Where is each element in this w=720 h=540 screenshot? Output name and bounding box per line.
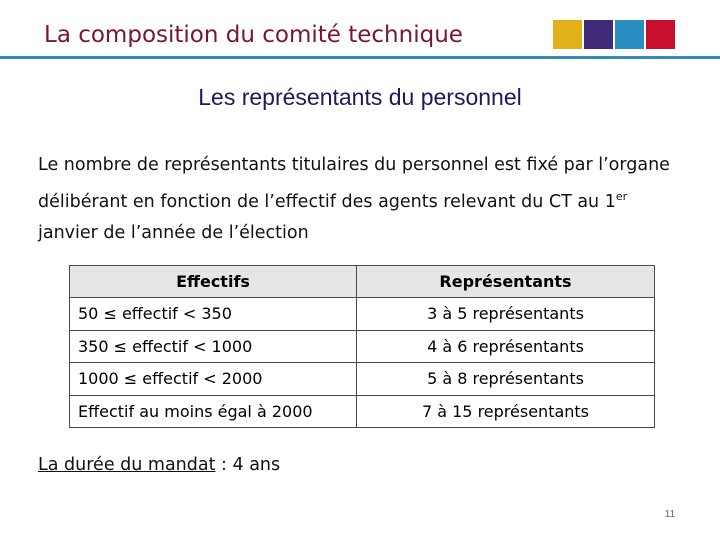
mandate-separator: : <box>215 455 233 475</box>
row-effectif: Effectif au moins égal à 2000 <box>70 395 357 428</box>
header-divider <box>0 56 720 59</box>
paragraph-superscript: er <box>615 190 628 203</box>
table-row <box>70 395 655 428</box>
row-representants: 5 à 8 représentants <box>357 363 655 396</box>
slide-title: La composition du comité technique <box>44 22 463 48</box>
mandate-value: 4 ans <box>232 455 281 475</box>
row-effectif: 1000 ≤ effectif < 2000 <box>70 363 357 396</box>
paragraph-text-start: Le nombre de représentants titulaires du personnel est fixé par l’organe délibérant en fonction de l’effectif des agents relevant du CT au 1 <box>38 155 670 212</box>
blue-square-icon <box>615 20 644 49</box>
table-header-row <box>70 266 655 298</box>
purple-square-icon <box>584 20 613 49</box>
section-subtitle: Les représentants du personnel <box>198 84 522 110</box>
table-row <box>70 298 655 331</box>
header-effectifs: Effectifs <box>70 266 357 298</box>
row-representants: 4 à 6 représentants <box>357 330 655 363</box>
row-representants: 3 à 5 représentants <box>357 298 655 331</box>
header-representants: Représentants <box>357 266 655 298</box>
decorative-squares <box>553 20 675 49</box>
table-row <box>70 330 655 363</box>
paragraph-text-end: janvier de l’année de l’élection <box>38 222 309 243</box>
row-effectif: 350 ≤ effectif < 1000 <box>70 330 357 363</box>
mandate-duration <box>38 455 280 475</box>
intro-paragraph <box>38 150 688 249</box>
representatives-table <box>69 265 655 428</box>
mandate-label: La durée du mandat <box>38 455 216 475</box>
row-representants: 7 à 15 représentants <box>357 395 655 428</box>
yellow-square-icon <box>553 20 582 49</box>
red-square-icon <box>646 20 675 49</box>
page-number: 11 <box>664 509 676 520</box>
row-effectif: 50 ≤ effectif < 350 <box>70 298 357 331</box>
table-row <box>70 363 655 396</box>
